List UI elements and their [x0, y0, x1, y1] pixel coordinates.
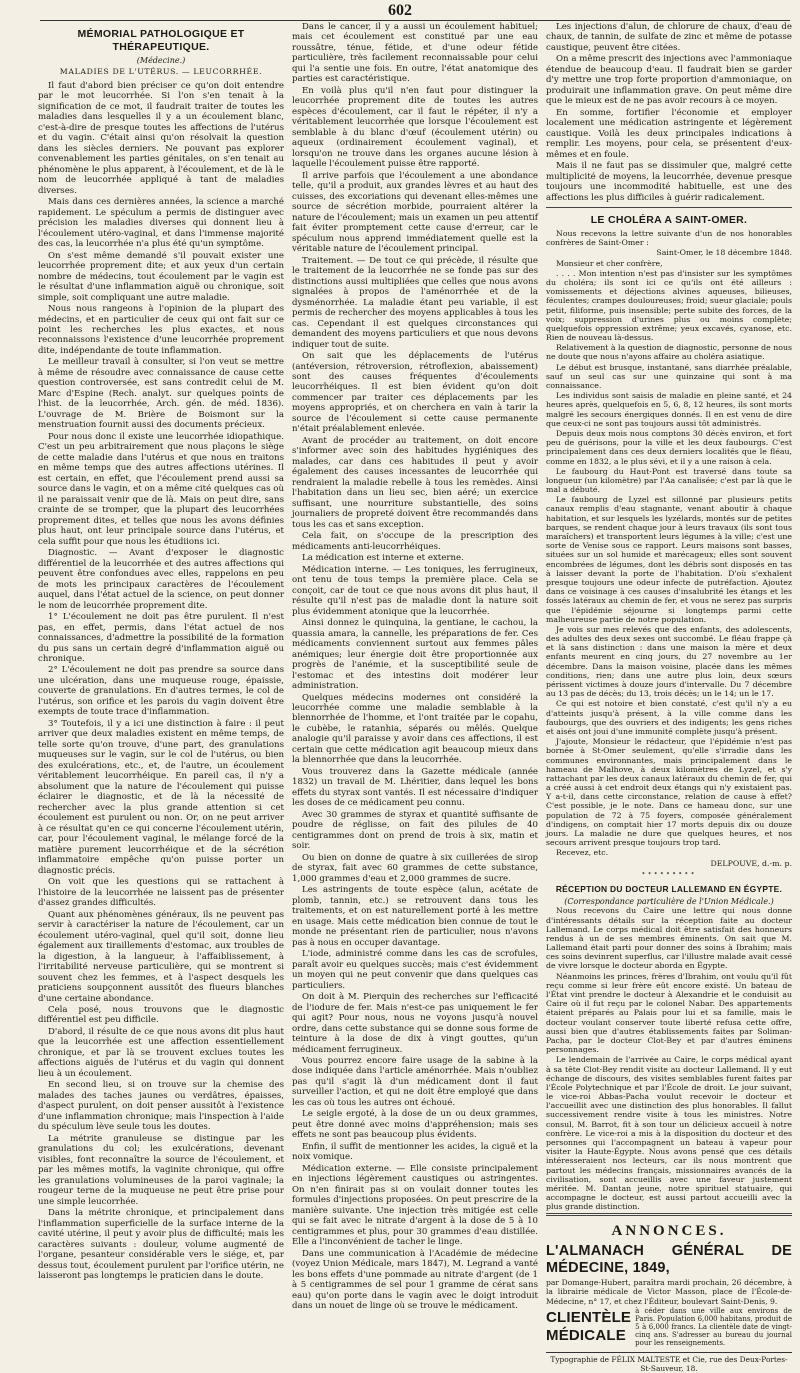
paragraph: Enfin, il suffit de mentionner les acides, la ciguë et la noix vomique.: [292, 1141, 538, 1163]
paragraph: Traitement. — De tout ce qui précède, il résulte que le traitement de la leucorrhée ne se fonde pas sur des distinctions aussi multipliées que celles que nous avons signalées à propos de l'aménorrhée et de la dysménorrhée. La maladie étant peu variable, il est permis de rechercher des moyens applicables à tous les cas. Cependant il est quelques circonstances qui demandent des moyens particuliers et que nous devons indiquer tout de suite.: [292, 255, 538, 350]
egypt-title: RÉCEPTION DU DOCTEUR LALLEMAND EN ÉGYPTE.: [555, 884, 783, 895]
letter-paragraph: Depuis deux mois nous comptons 30 décès environ, et fort peu de guérisons, pour la ville et les deux faubourgs. C'est principalement dans ces deux derniers localités que le fléau, comme en 1832, a le plus sévi, et il y a une raison à cela.: [546, 428, 792, 466]
cholera-title: LE CHOLÉRA A SAINT-OMER.: [590, 214, 748, 227]
memorial-subtitle: (Médecine.): [136, 55, 186, 65]
paragraph: 3° Toutefois, il y a ici une distinction à faire : il peut arriver que deux maladies existent en même temps, de telle sorte qu'on trouve, d'une part, des granulations muqueuses sur le vagin, sur le col de l'utérus, ou bien des exulcérations, etc., et, de l'autre, un écoulement véritablement leucorrhéique. En pareil cas, il n'y a absolument que la nature de l'écoulement qui puisse éclairer le diagnostic, et de là la nécessité de rechercher avec la plus grande attention si cet écoulement est purulent ou non. Or, on ne peut arriver à ce résultat qu'en ce qui concerne l'écoulement utérin, car, pour l'écoulement vaginal, le mélange forcé de la matière purement leucorrhéique et de la sécrétion inflammatoire empêche qu'on puisse porter un diagnostic précis.: [38, 718, 284, 876]
paragraph: Dans la métrite chronique, et principalement dans l'inflammation superficielle de la surface interne de la cavité utérine, il peut y avoir plus de difficulté; mais les caractères suivants : douleur, volume augmenté de l'organe, pesanteur considérable vers le siége, et, par dessus tout, écoulement purulent par l'orifice utérin, ne laisseront pas longtemps le praticien dans le doute.: [38, 1208, 284, 1282]
cholera-intro: Nous recevons la lettre suivante d'un de nos honorables confrères de Saint-Omer :: [546, 229, 792, 248]
paragraph: Nous nous rangeons à l'opinion de la plupart des médecins, et en particulier de ceux qui ont fait sur ce point les recherches les plus exactes, et nous reconnaissons l'existence d'une leucorrhée proprement dite, indépendante de toute inflammation.: [38, 304, 284, 356]
paragraph: L'iode, administré comme dans les cas de scrofules, paraît avoir eu quelques succès; mais c'est évidemment un moyen qui ne peut convenir que dans quelques cas particuliers.: [292, 949, 538, 991]
paragraph: Dans une communication à l'Académie de médecine (voyez Union Médicale, mars 1847), M. Legrand a vanté les bons effets d'une pommade au nitrate d'argent (de 1 à 5 centigrammes de sel pour 1 gramme de cérat sans eau) qu'on porte dans le vagin avec le doigt introduit dans un nouet de linge où se trouve le médicament.: [292, 1248, 538, 1312]
paragraph: On s'est même demandé s'il pouvait exister une leucorrhée proprement dite; et aux yeux d'un certain nombre de médecins, tout écoulement par le vagin est le résultat d'une inflammation aiguë ou chronique, soit simple, soit compliquant une autre maladie.: [38, 250, 284, 303]
paragraph: Vous trouverez dans la Gazette médicale (année 1832) un travail de M. Lhéritier, dans lequel les bons effets du styrax sont vantés. Il est nécessaire d'indiquer les doses de ce médicament peu connu.: [292, 766, 538, 809]
paragraph: D'abord, il résulte de ce que nous avons dit plus haut que la leucorrhée est une affection essentiellement chronique, et par là se trouvent exclues toutes les affections aiguës de l'utérus et du vagin qui donnent lieu à un écoulement.: [38, 1026, 284, 1079]
column-1: [38, 22, 284, 1282]
almanach-text: par Domange-Hubert, paraîtra mardi prochain, 26 décembre, à la librairie médicale de Victor Masson, place de l'École-de-Médecine, n° 17, et chez l'Éditeur, boulevart Saint-Denis, 9.: [546, 1278, 792, 1306]
paragraph: Cela posé, nous trouvons que le diagnostic différentiel est peu difficile.: [38, 1004, 284, 1026]
paragraph: Avant de procéder au traitement, on doit encore s'informer avec soin des habitudes hygiéniques des malades, car dans ces habitudes il peut y avoir également des causes incessantes de leucorrhée qui rendraient la maladie rebelle à tous les remèdes. Ainsi l'habitation dans un lieu sec, bien aéré; un exercice suffisant, une nourriture substantielle, des soins journaliers de propreté doivent être recommandés dans tous les cas et sans exception.: [292, 435, 538, 530]
annonces-divider: [546, 1213, 792, 1216]
cholera-closing: Recevez, etc.: [556, 848, 609, 858]
paragraph: On voit que les questions qui se rattachent à l'histoire de la leucorrhée ne laissent pas de présenter d'assez grandes difficultés.: [38, 877, 284, 909]
letter-paragraph: Le faubourg de Lyzel est sillonné par plusieurs petits canaux remplis d'eau stagnante, venant aboutir à chaque habitation, et sur lesquels les lyzélards, montés sur de petites barques, se rendent chaque jour à leurs travaux (ils sont tous maraîchers) et transportent leurs légumes à la ville; c'est une sorte de Venise sous ce rapport. Leurs maisons sont basses, situées sur un sol humide et marécageux; elles sont souvent encombrées de légumes, dont les débris sont disposés en tas à laisser devant la porte de l'habitation. D'où s'exhalent presque toujours une odeur infecte de putréfaction. Ajoutez dans ce voisinage à ces causes d'insalubrité les étangs et les fossés latéraux au chemin de fer, et vous ne serez pas surpris que l'épidémie séjourne si longtemps parmi cette malheureuse partie de notre population.: [546, 495, 792, 624]
paragraph: Dans le cancer, il y a aussi un écoulement habituel; mais cet écoulement est constitué par une eau roussâtre, ténue, fétide, et d'une odeur fétide particulière, très facilement reconnaissable pour celui qui l'a sentie une fois. En outre, l'état anatomique des parties est caractéristique.: [292, 22, 538, 85]
paragraph: Ou bien on donne de quatre à six cuillerées de sirop de styrax, fait avec 60 grammes de cette substance, 1,000 grammes d'eau et 2,000 grammes de sucre.: [292, 852, 538, 884]
letter-paragraph: Le début est brusque, instantané, sans diarrhée préalable, sauf un seul cas sur une quinzaine qui sont à ma connaissance.: [546, 362, 792, 391]
memorial-body: [38, 81, 284, 1282]
annonces-title: ANNONCES.: [611, 1222, 727, 1239]
egypt-body: [546, 906, 792, 1211]
top-rule: [40, 20, 790, 21]
clientele-title: CLIENTÈLE MÉDICALE: [546, 1308, 632, 1345]
memorial-title: MÉMORIAL PATHOLOGIQUE ET THÉRAPEUTIQUE.: [77, 28, 245, 53]
paragraph: Quelques médecins modernes ont considéré la leucorrhée comme une maladie semblable à la blennorrhée de l'homme, et l'ont traitée par le copahu, le cubèbe, le ratanhia, séparés ou mêlés. Quelque analogie qu'il paraisse y avoir dans ces affections, il est certain que cette médication agit beaucoup mieux dans la blennorrhée que dans la leucorrhée.: [292, 692, 538, 766]
paragraph: Médication interne. — Les toniques, les ferrugineux, ont tenu de tous temps la première place. Cela se conçoit, car de tout ce que nous avons dit plus haut, il résulte qu'il n'est pas de maladie dont la nature soit plus évidemment atonique que la leucorrhée.: [292, 564, 538, 617]
memorial-heading: MALADIES DE L'UTÉRUS. — LEUCORRHÉE.: [59, 67, 263, 77]
letter-paragraph: Les individus sont saisis de maladie en pleine santé, et 24 heures après, quelquefois en 5, 6, 8, 12 heures, ils sont morts malgré les secours énergiques donnés. Il en est venu de dire que ceux-ci ne sont pas toujours aussi tôt administrés.: [546, 391, 792, 428]
paragraph: Les astringents de toute espèce (alun, acétate de plomb, tannin, etc.) se retrouvent dans tous les traitements, et on est naturellement porté à les mettre en usage. Mais cette médication bien connue de tout le monde ne présentant rien de particulier, nous n'avons pas à nous en occuper davantage.: [292, 885, 538, 948]
paragraph: Avec 30 grammes de styrax et quantité suffisante de poudre de réglisse, on fait des pilules de 40 centigrammes dont on prend de trois à six, matin et soir.: [292, 809, 538, 852]
paragraph: Médication externe. — Elle consiste principalement en injections légèrement caustiques ou astringentes. On n'en finirait pas si on voulait donner toutes les formules d'injections proposées. On peut prescrire de la manière suivante. Une injection très mitigée est celle qui se fait avec le nitrate d'argent à la dose de 5 à 10 centigrammes et plus, pour 30 grammes d'eau distillée. Elle a l'inconvénient de tacher le linge.: [292, 1163, 538, 1248]
injections-body: [546, 22, 792, 203]
letter-paragraph: . . . . Mon intention n'est pas d'insister sur les symptômes du choléra; ils sont ici ce qu'ils ont été ailleurs : vomissements et déjections alvines aqueuses, bilieuses, féculentes; crampes douloureuses; froid; sueur glaciale; pouls petit, filiforme, puis insensible; perte subite des forces, de la voix; suppression d'urines plus ou moins complète; quelquefois oppression extrême; yeux excavés, cyanose, etc. Rien de nouveau là-dessus.: [546, 268, 792, 343]
cholera-signature: DELPOUVE, d.-m. p.: [710, 858, 792, 868]
paragraph: Les injections d'alun, de chlorure de chaux, d'eau de chaux, de tannin, de sulfate de zinc et même de potasse caustique, peuvent être citées.: [546, 22, 792, 53]
paragraph: Ainsi donnez le quinquina, la gentiane, le cachou, la quassia amara, la cannelle, les préparations de fer. Ces médicaments conviennent surtout aux femmes pâles anémiques; leur énergie doit être proportionnée aux progrès de l'anémie, et la susceptibilité seule de l'estomac et des intestins doit modérer leur administration.: [292, 618, 538, 692]
paragraph: Néanmoins les princes, frères d'Ibrahim, ont voulu qu'il fût reçu comme si leur frère eût encore existé. Un bateau de l'État vint prendre le docteur à Alexandrie et le conduisit au Caire où il fut reçu par le colonel Nabar. Des appartements étaient préparés au Palais pour lui et sa famille, mais le docteur voulant conserver toute liberté refusa cette offre, aussi bien que d'autres établissements faites par Soliman-Pacha, par le docteur Clot-Bey et par d'autres éminens personnages.: [546, 971, 792, 1055]
paragraph: 2° L'écoulement ne doit pas prendre sa source dans une ulcération, dans une muqueuse rouge, épaissie, couverte de granulations. En d'autres termes, le col de l'utérus, son orifice et les parois du vagin doivent être exempts de toute trace d'inflammation.: [38, 665, 284, 718]
paragraph: Quant aux phénomènes généraux, ils ne peuvent pas servir à caractériser la nature de l'écoulement, car un écoulement utéro-vaginal, quel qu'il soit, donne lieu également aux tiraillements d'estomac, aux troubles de la digestion, à la langueur, à l'affaiblissement, à l'irritabilité nerveuse particulière, qui se montrent si souvent chez les femmes, et à l'aspect desquels les praticiens soupçonnent aussitôt des flueurs blanches d'une certaine abondance.: [38, 909, 284, 1004]
paragraph: On doit à M. Pierquin des recherches sur l'efficacité de l'iodure de fer. Mais n'est-ce pas uniquement le fer qui agit? Pour nous, nous ne voyons jusqu'à nouvel ordre, dans cette substance qui se donne sous forme de teinture à la dose de dix à vingt gouttes, qu'un médicament ferrugineux.: [292, 992, 538, 1055]
paragraph: Cela fait, on s'occupe de la prescription des médicaments anti-leucorrhéiques.: [292, 531, 538, 552]
columns: [38, 22, 794, 1373]
paragraph: La métrite granuleuse se distingue par les granulations du col; les exulcérations, devenant visibles, font reconnaître la source de l'écoulement, et par les mêmes motifs, la vaginite chronique, qui offre les granulations volumineuses de la paroi vaginale; la rougeur terne de la muqueuse ne peut être prise pour une simple leucorrhée.: [38, 1133, 284, 1207]
column-2: [292, 22, 538, 1312]
paragraph: On sait que les déplacements de l'utérus (antéversion, rétroversion, rétroflexion, abaissement) sont des causes fréquentes d'écoulements leucorrhéiques. Il est bien évident qu'on doit commencer par traiter ces déplacements par les moyens appropriés, et on cherchera en vain à tarir la source de l'écoulement si cette cause permanente n'était préalablement enlevée.: [292, 351, 538, 435]
letter-paragraph: Le faubourg du Haut-Pont est traversé dans toute sa longueur (un kilomètre) par l'Aa canalisée; c'est par là que le mal a débuté.: [546, 466, 792, 495]
section-divider: [546, 207, 792, 208]
letter-paragraph: Ce qui est notoire et bien constaté, c'est qu'il n'y a eu d'atteints jusqu'à présent, à la ville comme dans les faubourgs, que des ouvriers et des indigents; les gens riches et aisés ont joui d'une immunité complète jusqu'à présent.: [546, 699, 792, 736]
printer-footer: Typographie de FÉLIX MALTESTE et Cie, rue des Deux-Portes-St-Sauveur, 18.: [546, 1352, 792, 1373]
paragraph: Il arrive parfois que l'écoulement a une abondance telle, qu'il a produit, aux grandes lèvres et au haut des cuisses, des excoriations qui devenant elles-mêmes une source de sécrétion morbide, pourraient altérer la nature de l'écoulement; mais un examen un peu attentif fait éviter promptement cette cause d'erreur, car le spéculum nous apprend immédiatement quelle est la véritable nature de l'écoulement principal.: [292, 170, 538, 255]
letter-paragraph: Je vois sur mes relevés que des enfants, des adolescents, des adultes des deux sexes ont succombé. Le fléau frappe çà et là sans distinction : dans une maison la mère et deux enfants meurent en cinq jours, du 27 novembre au 1er décembre. Dans la maison voisine, placée dans les mêmes conditions, rien; dans une autre plus loin, deux sœurs périssent victimes à douze jours d'intervalle. Du 7 décembre au 13 pas de décès; du 13, trois décès; un le 14; un le 17.: [546, 624, 792, 699]
paragraph: En somme, fortifier l'économie et employer localement une médication astringente et légèrement caustique. Voilà les deux principales indications à remplir. Les moyens, pour cela, se présentent d'eux-mêmes et en foule.: [546, 107, 792, 160]
egypt-subtitle: (Correspondance particulière de l'Union Médicale.): [564, 896, 774, 906]
paragraph: 1° L'écoulement ne doit pas être purulent. Il n'est pas, en effet, permis, dans l'état actuel de nos connaissances, d'admettre la possibilité de la formation du pus sans un certain degré d'inflammation aiguë ou chronique.: [38, 612, 284, 664]
paragraph: Mais dans ces dernières années, la science a marché rapidement. Le spéculum a permis de distinguer avec précision les maladies diverses qui donnent lieu à l'écoulement utéro-vaginal, et dans l'immense majorité des cas, la leucorrhée n'a plus été qu'un symptôme.: [38, 197, 284, 250]
paragraph: Mais il ne faut pas se dissimuler que, malgré cette multiplicité de moyens, la leucorrhée, devenue presque toujours une incommodité habituelle, est une des affections les plus difficiles à guérir radicalement.: [546, 161, 792, 203]
ornament-divider: •••••••••: [641, 869, 697, 878]
almanach-title: L'ALMANACH GÉNÉRAL DE MÉDECINE, 1849,: [546, 1242, 792, 1277]
treatment-body: [292, 22, 538, 1312]
paragraph: Nous recevons du Caire une lettre qui nous donne d'intéressants détails sur la réception faite au docteur Lallemand. Le corps médical doit être satisfait des honneurs rendus à un de ses membres éminents. On sait que M. Lallemand était parti pour donner des soins à Ibrahim; mais ces soins devinrent superflus, car l'illustre malade avait cessé de vivre lorsque le docteur aborda en Égypte.: [546, 906, 792, 971]
cholera-letter-body: [546, 269, 792, 848]
paragraph: Le lendemain de l'arrivée au Caire, le corps médical ayant à sa tête Clot-Bey rendit visite au docteur Lallemand. Il y eut échange de discours, des visites semblables furent faites par l'École Polytechnique et par l'École de droit. Le jour suivant, le vice-roi Abbas-Pacha voulut recevoir le docteur et l'accueillit avec une distinction des plus honorables. Il fallut successivement rendre visite à tous les ministres. Notre consul, M. Barrot, fit à son tour un délicieux accueil à notre confrère. Le vice-roi a mis à la disposition du docteur et des personnes qui l'accompagnent un bateau à vapeur pour visiter la Haute-Égypte. Nous avons pensé que ces détails intéresseraient nos lecteurs, car ils nous montrent que partout les médecins français, missionnaires avancés de la civilisation, sont accueillis avec une faveur justement méritée. M. Dantan jeune, notre spirituel statuaire, qui accompagne le docteur, est aussi partout accueilli avec la plus grande distinction.: [546, 1055, 792, 1212]
paragraph: En second lieu, si on trouve sur la chemise des malades des taches jaunes ou verdâtres, épaisses, d'aspect purulent, on doit penser aussitôt à l'existence d'une inflammation chronique; mais l'inspection à l'aide du spéculum lève seule tous les doutes.: [38, 1080, 284, 1133]
column-3: [546, 22, 792, 1373]
letter-paragraph: Relativement à la question de diagnostic, personne de nous ne doute que nous n'ayons affaire au choléra asiatique.: [546, 343, 792, 362]
cholera-date: Saint-Omer, le 18 décembre 1848.: [656, 248, 792, 258]
paragraph: On a même prescrit des injections avec l'ammoniaque étendue de beaucoup d'eau. Il faudrait bien se garder d'y mettre une trop forte proportion d'ammoniaque, on produirait une inflammation grave. On peut même dire que le mieux est de ne pas avoir recours à ce moyen.: [546, 54, 792, 107]
cholera-salutation: Monsieur et cher confrère,: [556, 258, 663, 268]
letter-paragraph: J'ajoute, Monsieur le rédacteur, que l'épidémie n'est pas bornée à St-Omer seulement, qu'elle s'irradie dans les communes environnantes, mais principalement dans le hameau de Malhove, à deux kilomètres de Lyzel, et s'y rattachant par les deux canaux latéraux du chemin de fer, qui a créé aussi à cet endroit deux étangs qui n'y existaient pas. Y a-t-il, dans cette circonstance, relation de cause à effet? C'est possible, je le note. Dans ce hameau donc, sur une population de 72 à 75 foyers, composée généralement d'indigens, on comptait hier 17 morts depuis dix ou douze jours. La maladie ne dure que quelques heures, et nos secours arrivent presque toujours trop tard.: [546, 737, 792, 848]
paragraph: Vous pourrez encore faire usage de la sabine à la dose indiquée dans l'article aménorrhée. Mais n'oubliez pas qu'il s'agit là d'un médicament dont il faut surveiller l'action, et qui ne doit être employé que dans les cas où tous les autres ont échoué.: [292, 1055, 538, 1108]
paragraph: Le seigle ergoté, à la dose de un ou deux grammes, peut être donné avec moins d'appréhension; mais ses effets ne sont pas beaucoup plus évidents.: [292, 1109, 538, 1141]
clientele-text: à céder dans une ville aux environs de Paris. Population 6,000 habitans, produit de 5 à 6,000 francs. La clientèle date de vingt-cinq ans. S'adresser au bureau du journal pour les renseignements.: [635, 1306, 792, 1348]
clientele-ad: [546, 1307, 792, 1347]
paragraph: Diagnostic. — Avant d'exposer le diagnostic différentiel de la leucorrhée et des autres affections qui peuvent être confondues avec elles, rappelons en peu de mots les principaux caractères de l'écoulement auquel, dans l'état actuel de la science, on peut donner le nom de leucorrhée proprement dite.: [38, 548, 284, 611]
paragraph: Il faut d'abord bien préciser ce qu'on doit entendre par le mot leucorrhée. Si l'on s'en tenait à la signification de ce mot, il faudrait traiter de toutes les maladies dans lesquelles il y a un écoulement blanc, c'est-à-dire de presque toutes les affections de l'utérus et du vagin. C'était ainsi qu'on résolvait la question dans les siècles derniers. Ne pouvant pas explorer convenablement les parties génitales, on s'en tenait au phénomène le plus apparent, à l'écoulement, et de là le nom de leucorrhée appliqué à tant de maladies diverses.: [38, 80, 284, 196]
page-number: 602: [388, 2, 412, 19]
paragraph: La médication est interne et externe.: [302, 553, 464, 564]
paragraph: Le meilleur travail à consulter, si l'on veut se mettre à même de résoudre avec connaissance de cause cette question controversée, est sans contredit celui de M. Marc d'Espine (Rech. analyt. sur quelques points de l'hist. de la leucorrhée, Arch. gén. de méd. 1836). L'ouvrage de M. Brière de Boismont sur la menstruation fournit aussi des documents précieux.: [38, 357, 284, 431]
paragraph: En voilà plus qu'il n'en faut pour distinguer la leucorrhée proprement dite de toutes les autres espèces d'écoulement, car il faut le répéter, il n'y a véritablement leucorrhée que lorsque l'écoulement est semblable à du blanc d'œuf (écoulement utérin) ou aqueux (ordinairement écoulement vaginal), et lorsqu'on ne trouve dans les organes aucune lésion à laquelle l'écoulement puisse être rapporté.: [292, 85, 538, 170]
paragraph: Pour nous donc il existe une leucorrhée idiopathique. C'est un peu arbitrairement que nous plaçons le siège de cette maladie dans l'utérus et que nous en traitons en même temps que des autres affections utérines. Il est certain, en effet, que l'écoulement prend aussi sa source dans le vagin, et on a même cité quelques cas où il ne paraissait venir que de là. Mais on peut dire, sans crainte de se tromper, que la plupart des leucorrhées proprement dites, et telles que nous les avons définies plus haut, ont leur principale source dans l'utérus, et cela suffit pour que nous les étudiions ici.: [38, 431, 284, 547]
